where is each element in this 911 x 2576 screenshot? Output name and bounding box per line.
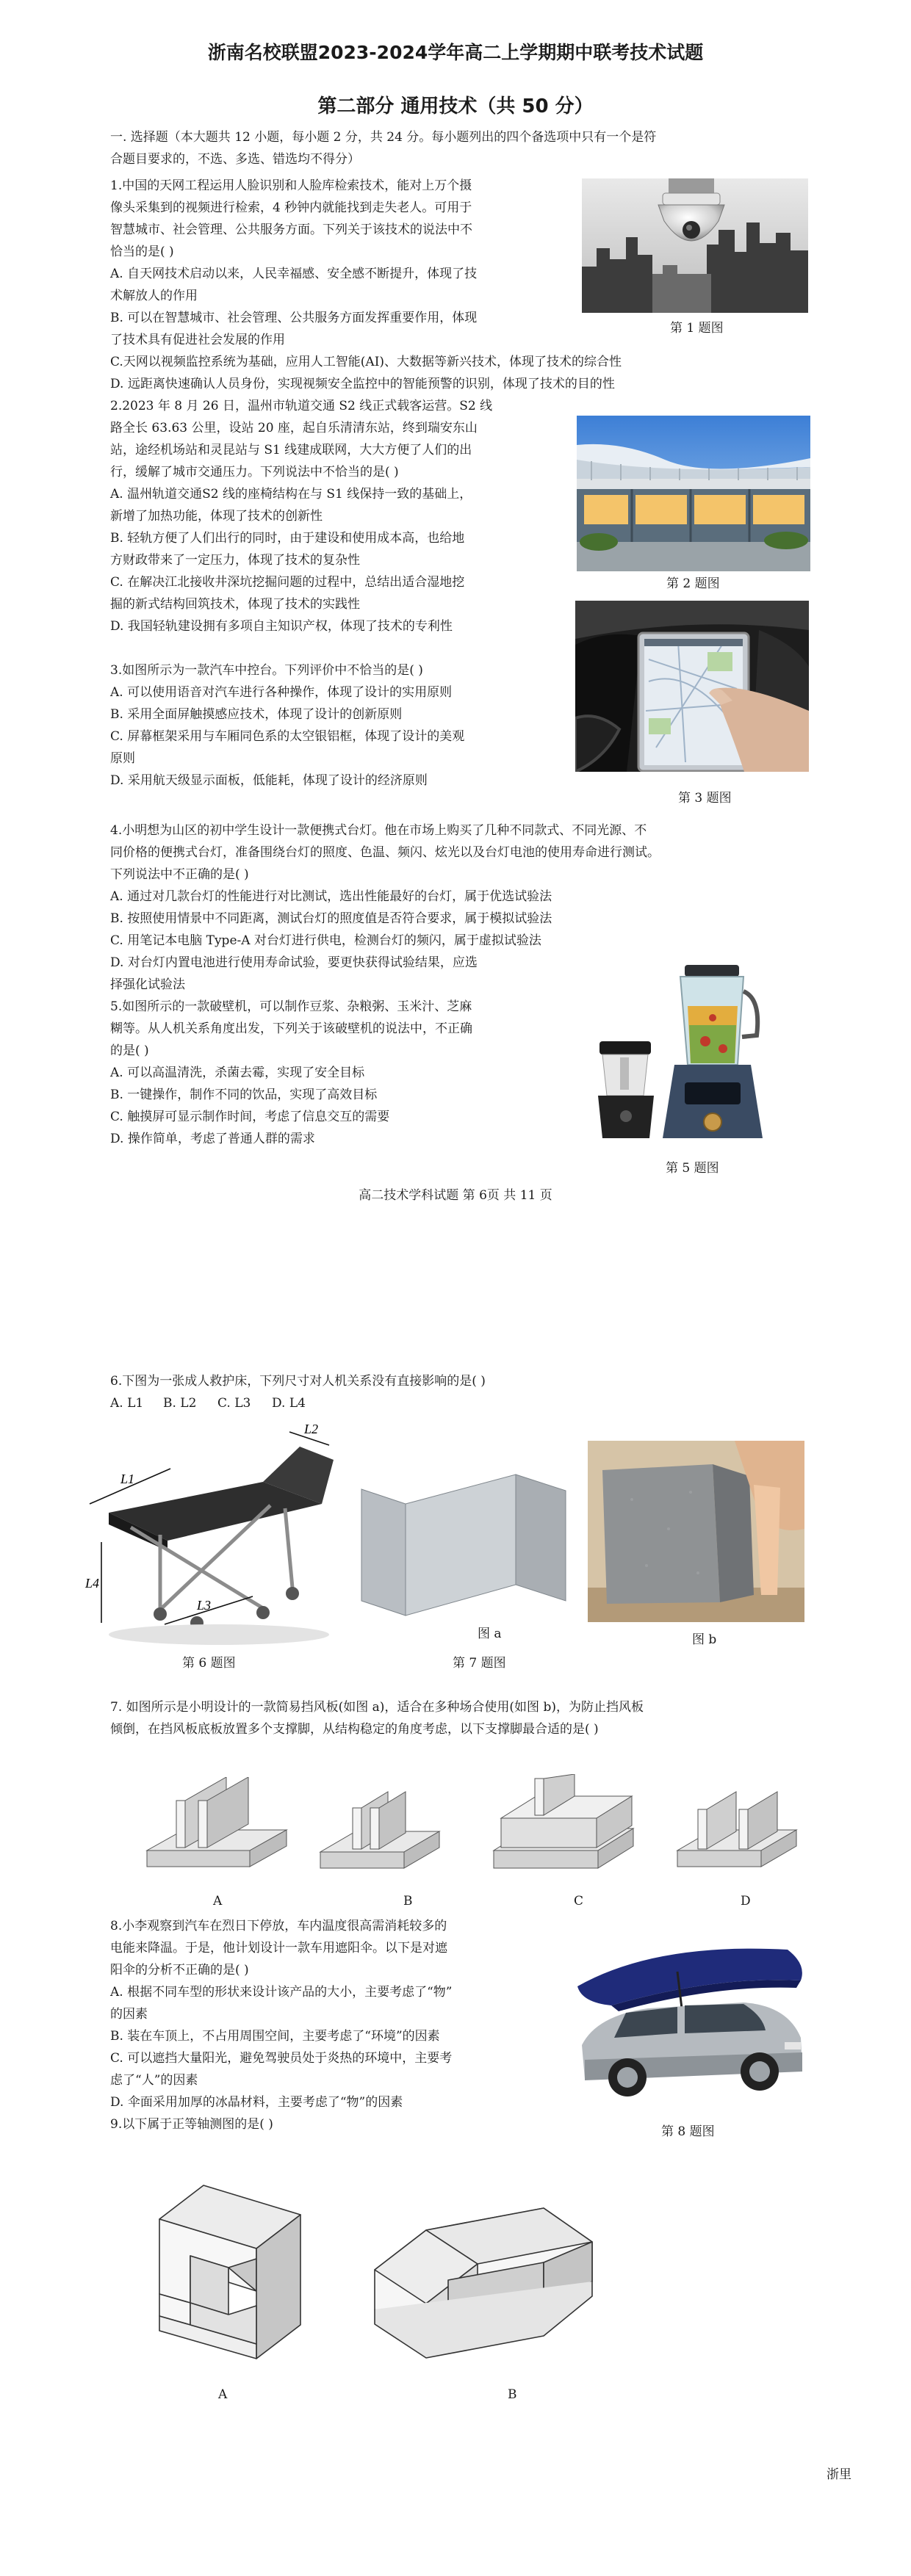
q2-line: C. 在解决江北接收井深坑挖掘问题的过程中，总结出适合湿地挖 [110, 575, 465, 590]
support-foot-b [316, 1789, 455, 1880]
q4-line: 4.小明想为山区的初中学生设计一款便携式台灯。他在市场上购买了几种不同款式、不同光源、不 [110, 823, 647, 838]
q2-line: 行，缓解了城市交通压力。下列说法中不恰当的是( ) [110, 465, 399, 480]
q2-line: 路全长 63.63 公里，设站 20 座，起自乐清清东站，终到瑞安东山 [110, 421, 478, 435]
intro-line: 合题目要求的，不选、多选、错选均不得分） [110, 152, 360, 167]
q4-line: C. 用笔记本电脑 Type-A 对台灯进行供电，检测台灯的频闪，属于虚拟试验法 [110, 933, 541, 948]
q2-line: 方财政带来了一定压力，体现了技术的复杂性 [110, 553, 360, 568]
q7-option-label: C [574, 1894, 584, 1909]
q3-line: B. 采用全面屏触摸感应技术，体现了设计的创新原则 [110, 707, 403, 722]
q1-line: 术解放人的作用 [110, 289, 198, 303]
q4-line: A. 通过对几款台灯的性能进行对比测试，选出性能最好的台灯，属于优选试验法 [110, 889, 552, 904]
car-console-image [575, 601, 809, 772]
q8-caption: 第 8 题图 [661, 2124, 715, 2139]
q3-line: 原则 [110, 751, 135, 766]
q2-line: 2.2023 年 8 月 26 日，温州市轨道交通 S2 线正式载客运营。S2 线 [110, 399, 493, 413]
q5-line: 的是( ) [110, 1043, 149, 1058]
q9-option-label: A [218, 2387, 228, 2402]
q1-caption: 第 1 题图 [670, 321, 724, 336]
windshield-usage-image [588, 1441, 804, 1622]
q3-line: C. 屏幕框架采用与车厢同色系的太空银铝框，体现了设计的美观 [110, 729, 465, 744]
q1-line: C.天网以视频监控系统为基础，应用人工智能(AI)、大数据等新兴技术，体现了技术的综合性 [110, 355, 622, 369]
watermark: 浙里 [827, 2467, 851, 2482]
q8-line: 阳伞的分析不正确的是( ) [110, 1963, 249, 1978]
q5-line: D. 操作简单，考虑了普通人群的需求 [110, 1132, 315, 1146]
q6-figure [79, 1417, 344, 1652]
q6-dim-label: L4 [85, 1576, 100, 1591]
q1-line: 1.中国的天网工程运用人脸识别和人脸库检索技术，能对上万个摄 [110, 178, 472, 193]
q7-caption: 第 7 题图 [453, 1656, 506, 1671]
q7-fig-a-label: 图 a [478, 1627, 502, 1641]
q5-caption: 第 5 题图 [666, 1161, 719, 1176]
car-sunshade-umbrella-image [567, 1935, 810, 2105]
q8-line: 电能来降温。于是，他计划设计一款车用遮阳伞。以下是对遮 [110, 1941, 447, 1955]
q4-line: 同价格的便携式台灯，准备围绕台灯的照度、色温、频闪、炫光以及台灯电池的使用寿命进行测试。 [110, 845, 660, 860]
q9-option-figure-a [151, 2181, 334, 2365]
exam-title: 浙南名校联盟2023-2024学年高二上学期期中联考技术试题 [207, 42, 704, 63]
q4-line: B. 按照使用情景中不同距离，测试台灯的照度值是否符合要求，属于模拟试验法 [110, 911, 552, 926]
q8-line: B. 装在车顶上，不占用周围空间，主要考虑了“环境”的因素 [110, 2029, 440, 2044]
q9-stem: 9.以下属于正等轴测图的是( ) [110, 2117, 273, 2132]
q7-option-figure-d [673, 1784, 813, 1880]
q7-option-label: D [741, 1894, 751, 1909]
q1-line: 了技术具有促进社会发展的作用 [110, 333, 285, 347]
q7-option-label: A [213, 1894, 223, 1909]
surveillance-camera-city-image [582, 178, 808, 313]
q6-option: C. L3 [217, 1396, 251, 1411]
q6-dim-label: L3 [197, 1598, 212, 1613]
q7-fig-b-label: 图 b [692, 1632, 717, 1647]
q1-line: 像头采集到的视频进行检索，4 秒钟内就能找到走失老人。可用于 [110, 200, 472, 215]
q2-line: 站，途经机场站和灵昆站与 S1 线建成联网，大大方便了人们的出 [110, 443, 472, 457]
q5-line: A. 可以高温清洗，杀菌去霉，实现了安全目标 [110, 1066, 365, 1080]
q5-line: C. 触摸屏可显示制作时间，考虑了信息交互的需要 [110, 1110, 390, 1124]
q9-option-label: B [508, 2387, 517, 2402]
isometric-drawing-a [151, 2181, 334, 2365]
q6-stem: 6.下图为一张成人救护床，下列尺寸对人机关系没有直接影响的是( ) [110, 1374, 486, 1389]
q8-line: 虑了“人”的因素 [110, 2073, 198, 2088]
q1-line: 恰当的是( ) [110, 245, 174, 259]
q7-option-figure-c [486, 1774, 641, 1880]
q8-figure [567, 1935, 810, 2105]
q1-figure [582, 178, 808, 313]
q2-line: B. 轻轨方便了人们出行的同时，由于建设和使用成本高，也给地 [110, 531, 465, 546]
q3-figure [575, 601, 809, 772]
q1-line: A. 自天网技术启动以来，人民幸福感、安全感不断提升，体现了技 [110, 267, 478, 281]
q1-line: D. 远距离快速确认人员身份，实现视频安全监控中的智能预警的识别，体现了技术的目的性 [110, 377, 615, 391]
q7-figure-a [354, 1445, 572, 1629]
q6-option: A. L1 [110, 1396, 144, 1411]
blender-image [588, 955, 801, 1149]
q2-line: D. 我国轻轨建设拥有多项自主知识产权，体现了技术的专利性 [110, 619, 453, 634]
q5-line: 5.如图所示的一款破壁机，可以制作豆浆、杂粮粥、玉米汁、芝麻 [110, 999, 472, 1014]
q4-line: D. 对台灯内置电池进行使用寿命试验，要更快获得试验结果，应选 [110, 955, 478, 970]
q4-line: 择强化试验法 [110, 977, 185, 992]
q6-option: D. L4 [272, 1396, 306, 1411]
q7-option-label: B [403, 1894, 413, 1909]
q3-line: A. 可以使用语音对汽车进行各种操作，体现了设计的实用原则 [110, 685, 453, 700]
q7-line: 倾倒，在挡风板底板放置多个支撑脚，从结构稳定的角度考虑，以下支撑脚最合适的是( ) [110, 1722, 599, 1737]
q7-option-figure-b [316, 1789, 455, 1880]
q3-line: D. 采用航天级显示面板，低能耗，体现了设计的经济原则 [110, 773, 428, 788]
q3-caption: 第 3 题图 [678, 791, 732, 806]
q7-option-figure-a [140, 1777, 294, 1880]
q5-figure [588, 955, 801, 1149]
q8-line: D. 伞面采用加厚的冰晶材料，主要考虑了“物”的因素 [110, 2095, 403, 2110]
q2-line: 新增了加热功能，体现了技术的创新性 [110, 509, 323, 524]
support-foot-c [486, 1774, 641, 1880]
q9-option-figure-b [360, 2199, 602, 2361]
isometric-drawing-b [360, 2199, 602, 2361]
q5-line: 糊等。从人机关系角度出发，下列关于该破壁机的说法中，不正确 [110, 1021, 472, 1036]
section-title: 第二部分 通用技术（共 50 分） [317, 95, 594, 117]
q2-figure [577, 416, 810, 571]
windshield-image [354, 1445, 572, 1629]
stretcher-image [79, 1417, 344, 1652]
q3-line: 3.如图所示为一款汽车中控台。下列评价中不恰当的是( ) [110, 663, 423, 678]
q6-caption: 第 6 题图 [182, 1656, 236, 1671]
q2-caption: 第 2 题图 [666, 576, 720, 591]
support-foot-a [140, 1777, 294, 1880]
q6-dim-label: L1 [120, 1472, 135, 1486]
q1-line: 智慧城市、社会管理、公共服务方面。下列关于该技术的说法中不 [110, 222, 472, 237]
q7-line: 7. 如图所示是小明设计的一款简易挡风板(如图 a)，适合在多种场合使用(如图 b)，为防止挡风板 [110, 1700, 644, 1715]
q8-line: A. 根据不同车型的形状来设计该产品的大小，主要考虑了“物” [110, 1985, 453, 2000]
q1-line: B. 可以在智慧城市、社会管理、公共服务方面发挥重要作用，体现 [110, 311, 478, 325]
q8-line: 8.小李观察到汽车在烈日下停放，车内温度很高需消耗较多的 [110, 1919, 447, 1933]
q4-line: 下列说法中不正确的是( ) [110, 867, 249, 882]
q8-line: C. 可以遮挡大量阳光，避免驾驶员处于炎热的环境中，主要考 [110, 2051, 453, 2066]
q8-line: 的因素 [110, 2007, 148, 2022]
intro-line: 一. 选择题（本大题共 12 小题，每小题 2 分，共 24 分。每小题列出的四个备选项中只有一个是符 [110, 130, 657, 145]
support-foot-d [673, 1784, 813, 1880]
q7-figure-b [588, 1441, 804, 1622]
q2-line: 掘的新式结构回筑技术，体现了技术的实践性 [110, 597, 360, 612]
q6-option: B. L2 [163, 1396, 197, 1411]
page-footer: 高二技术学科试题 第 6页 共 11 页 [359, 1188, 552, 1203]
rail-station-image [577, 416, 810, 571]
q2-line: A. 温州轨道交通S2 线的座椅结构在与 S1 线保持一致的基础上， [110, 487, 472, 502]
q6-dim-label: L2 [304, 1422, 319, 1436]
q5-line: B. 一键操作，制作不同的饮品，实现了高效目标 [110, 1088, 378, 1102]
